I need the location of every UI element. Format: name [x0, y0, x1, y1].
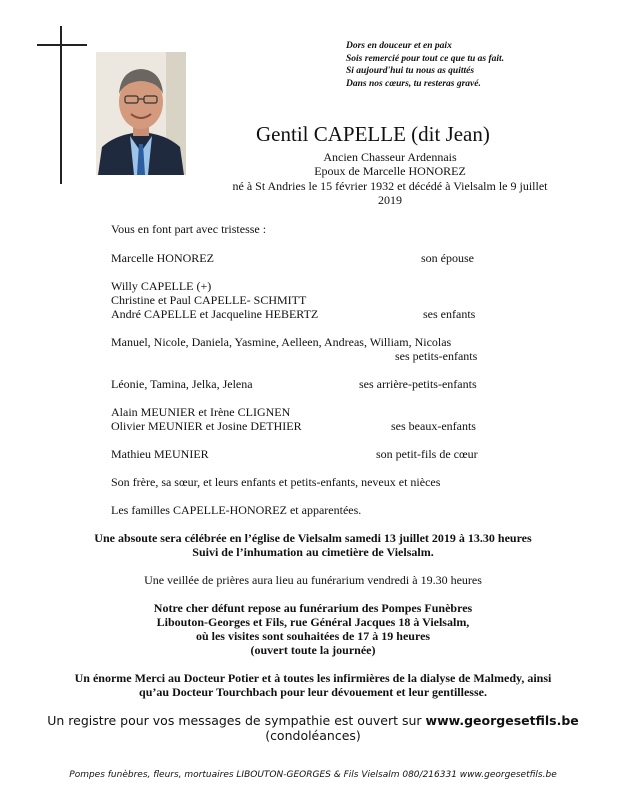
deceased-title: Ancien Chasseur Ardennais	[323, 150, 457, 164]
poem	[346, 40, 504, 90]
great-grandchildren-role: ses arrière-petits-enfants	[359, 377, 477, 391]
grandchildren-role: ses petits-enfants	[395, 349, 478, 363]
poem-line: Dans nos cœurs, tu resteras gravé.	[346, 78, 481, 89]
siblings-text: Son frère, sa sœur, et leurs enfants et petits-enfants, neveux et nièces	[111, 475, 441, 489]
spouse-name: Marcelle HONOREZ	[111, 251, 214, 265]
poem-line: Si aujourd'hui tu nous as quittés	[346, 66, 475, 76]
poem-line: Dors en douceur et en paix	[346, 41, 452, 51]
poem-line: Sois remercié pour tout ce que tu as fait.	[346, 53, 505, 64]
ceremony-line: Une absoute sera célébrée en l’église de Vielsalm samedi 13 juillet 2019 à 13.30 heures	[94, 531, 532, 545]
cross-icon-bar	[37, 44, 87, 46]
registry-website-link[interactable]: www.georgesetfils.be	[425, 713, 579, 728]
registry-suffix: (condoléances)	[265, 728, 361, 743]
registry-text: Un registre pour vos messages de sympathie est ouvert sur	[47, 713, 426, 728]
footer-text: Pompes funèbres, fleurs, mortuaires LIBOUTON-GEORGES & Fils Vielsalm 080/216331 www.georgesetfils.be	[69, 770, 557, 780]
deceased-name: Gentil CAPELLE (dit Jean)	[256, 122, 490, 146]
great-grandchildren-names: Léonie, Tamina, Jelka, Jelena	[111, 377, 253, 391]
families-text: Les familles CAPELLE-HONOREZ et apparentées.	[111, 503, 362, 517]
thanks-line: qu’au Docteur Tourchbach pour leur dévouement et leur gentillesse.	[139, 685, 487, 699]
funerarium-line: Libouton-Georges et Fils, rue Général Jacques 18 à Vielsalm,	[156, 615, 470, 629]
portrait-photo	[96, 52, 186, 175]
deceased-dates: né à St Andries le 15 février 1932 et décédé à Vielsalm le 9 juillet	[232, 179, 548, 193]
funerarium-line: (ouvert toute la journée)	[250, 643, 376, 657]
heart-grandson-role: son petit-fils de cœur	[376, 447, 478, 461]
registry-line	[20, 713, 606, 728]
children-role: ses enfants	[423, 307, 476, 321]
deceased-dates-year: 2019	[378, 193, 402, 207]
in-law-name: Alain MEUNIER et Irène CLIGNEN	[111, 405, 291, 419]
ceremony-line: Suivi de l’inhumation au cimetière de Vielsalm.	[192, 545, 434, 559]
portrait-illustration	[96, 52, 186, 175]
funerarium-line: Notre cher défunt repose au funérarium des Pompes Funèbres	[153, 601, 473, 615]
in-law-name: Olivier MEUNIER et Josine DETHIER	[111, 419, 302, 433]
thanks-line: Un énorme Merci au Docteur Potier et à toutes les infirmières de la dialyse de Malmedy, ainsi	[74, 671, 552, 685]
funerarium-line: où les visites sont souhaitées de 17 à 19 heures	[195, 629, 431, 643]
vigil-text: Une veillée de prières aura lieu au funérarium vendredi à 19.30 heures	[144, 573, 482, 587]
cross-icon	[60, 26, 62, 184]
deceased-spouse: Epoux de Marcelle HONOREZ	[314, 164, 466, 178]
grandchildren-names: Manuel, Nicole, Daniela, Yasmine, Aelleen, Andreas, William, Nicolas	[111, 335, 452, 349]
heart-grandson-name: Mathieu MEUNIER	[111, 447, 209, 461]
child-name: Christine et Paul CAPELLE- SCHMITT	[111, 293, 307, 307]
child-name: Willy CAPELLE (+)	[111, 279, 212, 293]
intro-text: Vous en font part avec tristesse :	[111, 222, 267, 236]
in-laws-role: ses beaux-enfants	[391, 419, 476, 433]
spouse-role: son épouse	[421, 251, 474, 265]
child-name: André CAPELLE et Jacqueline HEBERTZ	[111, 307, 319, 321]
